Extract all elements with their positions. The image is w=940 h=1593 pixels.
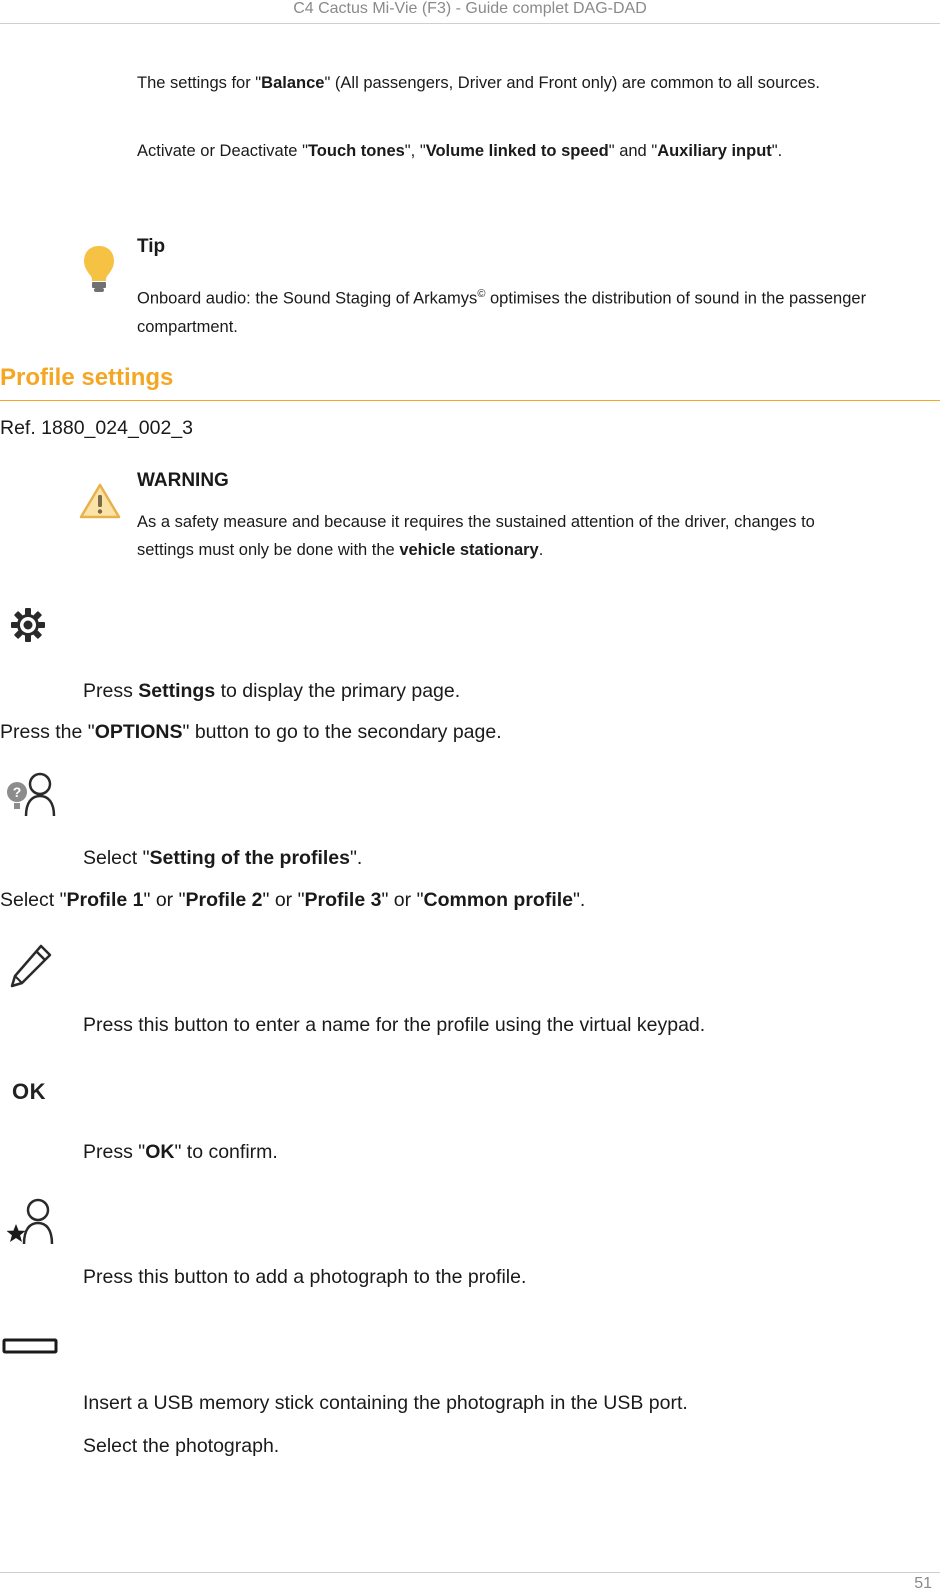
intro-paragraph-balance <box>137 69 865 97</box>
page-number: 51 <box>914 1575 932 1592</box>
text: " (All passengers, Driver and Front only) are common to all sources. <box>324 74 821 92</box>
running-header <box>0 0 940 24</box>
footer-divider <box>0 1572 940 1573</box>
usb-port-icon <box>2 1337 58 1355</box>
text: " or " <box>262 889 305 911</box>
text: Onboard audio: the Sound Staging of Arkamys <box>137 289 478 308</box>
lightbulb-icon <box>82 244 116 294</box>
text: Select the photograph. <box>83 1435 280 1457</box>
text: Select " <box>83 847 150 869</box>
text: ". <box>771 142 783 160</box>
text: " to confirm. <box>174 1141 278 1163</box>
bold-text: Profile 1 <box>66 889 144 911</box>
text: Select " <box>0 889 67 911</box>
copyright-mark: © <box>477 288 486 300</box>
text: Press this button to enter a name for the profile using the virtual keypad. <box>83 1014 706 1036</box>
bold-text: Settings <box>138 680 216 702</box>
profile-photo-icon <box>4 1196 56 1246</box>
text: Press <box>83 680 139 702</box>
tip-title: Tip <box>137 236 166 257</box>
warning-title: WARNING <box>137 470 229 491</box>
warning-text <box>137 508 872 564</box>
text: to display the primary page. <box>215 680 461 702</box>
intro-paragraph-activate <box>137 137 937 165</box>
step-insert-usb <box>83 1391 688 1415</box>
text: optimises the distribution of sound in the passenger compartment. <box>137 289 867 336</box>
bold-text: Volume linked to speed <box>425 142 609 160</box>
reference-code: Ref. 1880_024_002_3 <box>0 417 194 439</box>
step-press-ok <box>83 1140 278 1164</box>
text: ". <box>349 847 363 869</box>
text: ". <box>573 889 586 911</box>
svg-text:?: ? <box>12 784 22 800</box>
text: Press this button to add a photograph to the profile. <box>83 1266 527 1288</box>
step-select-photograph <box>83 1434 279 1458</box>
ok-icon: OK <box>12 1079 46 1104</box>
text: Activate or Deactivate " <box>137 142 308 160</box>
step-press-options <box>0 720 502 744</box>
text: Press " <box>83 1141 146 1163</box>
bold-text: Profile 2 <box>185 889 263 911</box>
bold-text: Touch tones <box>307 142 405 160</box>
header-title: C4 Cactus Mi-Vie (F3) - Guide complet DAG-DAD <box>293 0 647 17</box>
text: As a safety measure and because it requires the sustained attention of the driver, changes to settings must only be done with the <box>137 513 815 559</box>
text: . <box>538 541 544 559</box>
text: Press the " <box>0 721 95 743</box>
warning-icon <box>78 482 122 520</box>
text: The settings for " <box>137 74 262 92</box>
step-select-profile <box>0 888 585 912</box>
text: " and " <box>608 142 658 160</box>
step-enter-name <box>83 1013 705 1037</box>
bold-text: OK <box>145 1141 175 1163</box>
bold-text: Setting of the profiles <box>149 847 350 869</box>
text: Insert a USB memory stick containing the photograph in the USB port. <box>83 1392 688 1414</box>
tip-text <box>137 280 867 341</box>
text: ", " <box>404 142 426 160</box>
text: " or " <box>143 889 186 911</box>
section-title: Profile settings <box>0 364 174 391</box>
section-divider <box>0 400 940 401</box>
bold-text: vehicle stationary <box>399 541 539 559</box>
pencil-icon <box>8 942 54 988</box>
bold-text: OPTIONS <box>94 721 183 743</box>
step-add-photograph <box>83 1265 526 1289</box>
text: " button to go to the secondary page. <box>182 721 502 743</box>
gear-icon <box>10 607 46 643</box>
bold-text: Profile 3 <box>304 889 382 911</box>
bold-text: Common profile <box>423 889 573 911</box>
text: " or " <box>381 889 424 911</box>
profile-help-icon <box>4 770 58 820</box>
step-select-setting-profiles <box>83 846 362 870</box>
bold-text: Auxiliary input <box>657 142 772 160</box>
bold-text: Balance <box>261 74 325 92</box>
step-press-settings <box>83 679 460 703</box>
